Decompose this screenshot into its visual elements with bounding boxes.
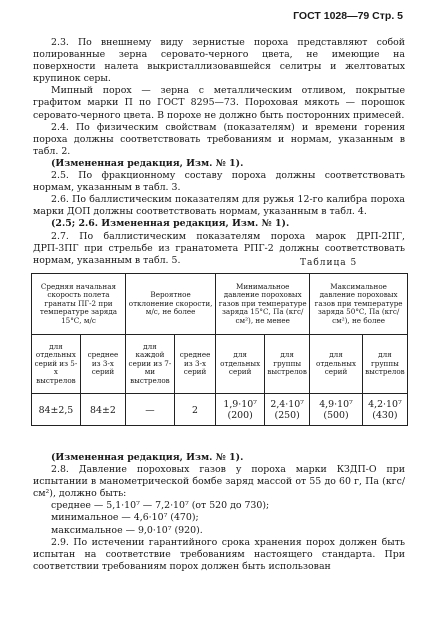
- sub-header: среднее из 3-х серий: [174, 335, 215, 394]
- paragraph-2-4: 2.4. По физическим свойствам (показателям) и времени горения пороха должны соответствовать требованиям и нормам, указанным в табл. 2.: [33, 121, 405, 157]
- body-bottom: [33, 452, 405, 573]
- paragraph-2-8: 2.8. Давление пороховых газов у пороха марки КЗДП-О при испытании в манометрической бомбе заряд массой от 55 до 60 г, Па (кгс/см²), должно быть:: [33, 464, 405, 500]
- sub-header: для отдельных серий из 5-х выстрелов: [32, 335, 81, 394]
- table-cell: 2,4·10⁷ (250): [265, 394, 310, 426]
- edit-note-1: (Измененная редакция, Изм. № 1).: [51, 157, 244, 169]
- paragraph-minny: Мипный порох — зерна с металлическим отливом, покрытые графитом марки П по ГОСТ 8295—73. Пороховая мякоть — порошок серовато-черного цвета. В порохе не должно быть посторонних примесей.: [33, 85, 405, 121]
- list-item: максимальное — 9,0·10⁷ (920).: [51, 524, 203, 536]
- table-cell: 84±2,5: [32, 394, 81, 426]
- table-cell: 4,9·10⁷ (500): [310, 394, 363, 426]
- table-group-header-row: [32, 274, 408, 335]
- sub-header: среднее из 3-х серий: [80, 335, 125, 394]
- table-cell: 84±2: [80, 394, 125, 426]
- table-cell: 1,9·10⁷ (200): [216, 394, 265, 426]
- sub-header: для отдельных серий: [310, 335, 363, 394]
- edit-note-2: (2.5; 2.6. Измененная редакция, Изм. № 1).: [51, 218, 290, 230]
- paragraph-2-3: 2.3. По внешнему виду зернистые пороха представляют собой полированные зерна серовато-черного цвета, не имеющие на поверхности налета выкристаллизовавшейся селитры и желтоватых крупинок серы.: [33, 37, 405, 85]
- body-top: [33, 37, 405, 267]
- group-header-deviation: Вероятное отклонение скорости, м/с, не более: [125, 274, 215, 335]
- list-item: среднее — 5,1·10⁷ — 7,2·10⁷ (от 520 до 730);: [51, 500, 270, 512]
- sub-header: для отдельных серий: [216, 335, 265, 394]
- table-5: [31, 273, 408, 426]
- paragraph-2-9: 2.9. По истечении гарантийного срока хранения порох должен быть испытан на соответствие требованиям настоящего стандарта. При соответствии требованиям порох должен быть использован: [33, 536, 405, 572]
- table-cell: —: [125, 394, 174, 426]
- table-title: Таблица 5: [300, 258, 358, 268]
- table-cell: 2: [174, 394, 215, 426]
- sub-header: для группы выстрелов: [362, 335, 407, 394]
- paragraph-2-7: 2.7. По баллистическим показателям пороха марок ДРП-2ПГ, ДРП-3ПГ при стрельбе из гранатомета РПГ-2 должны соответствовать нормам, указанным в табл. 5.: [33, 230, 405, 266]
- sub-header: для каждой серии из 7-ми выстрелов: [125, 335, 174, 394]
- group-header-max-pressure: Максимальное давление пороховых газов при температуре заряда 50°С, Па (кгс/см²), не более: [310, 274, 408, 335]
- edit-note-3: (Измененная редакция, Изм. № 1).: [51, 452, 244, 463]
- table-row: [32, 394, 408, 426]
- table-sub-header-row: [32, 335, 408, 394]
- sub-header: для группы выстрелов: [265, 335, 310, 394]
- page-header: ГОСТ 1028—79 Стр. 5: [293, 10, 403, 22]
- paragraph-2-5: 2.5. По фракционному составу пороха должны соответствовать нормам, указанным в табл. 3.: [33, 170, 405, 194]
- group-header-min-pressure: Минимальное давление пороховых газов при температуре заряда 15°С, Па (кгс/см²), не менее: [216, 274, 310, 335]
- list-item: минимальное — 4,6·10⁷ (470);: [51, 512, 199, 524]
- table-cell: 4,2·10⁷ (430): [362, 394, 407, 426]
- paragraph-2-6: 2.6. По баллистическим показателям для ружья 12-го калибра пороха марки ДОП должны соответствовать нормам, указанным в табл. 4.: [33, 194, 405, 218]
- group-header-velocity: Средняя начальная скорость полета гранаты ПГ-2 при температуре заряда 15°С, м/с: [32, 274, 126, 335]
